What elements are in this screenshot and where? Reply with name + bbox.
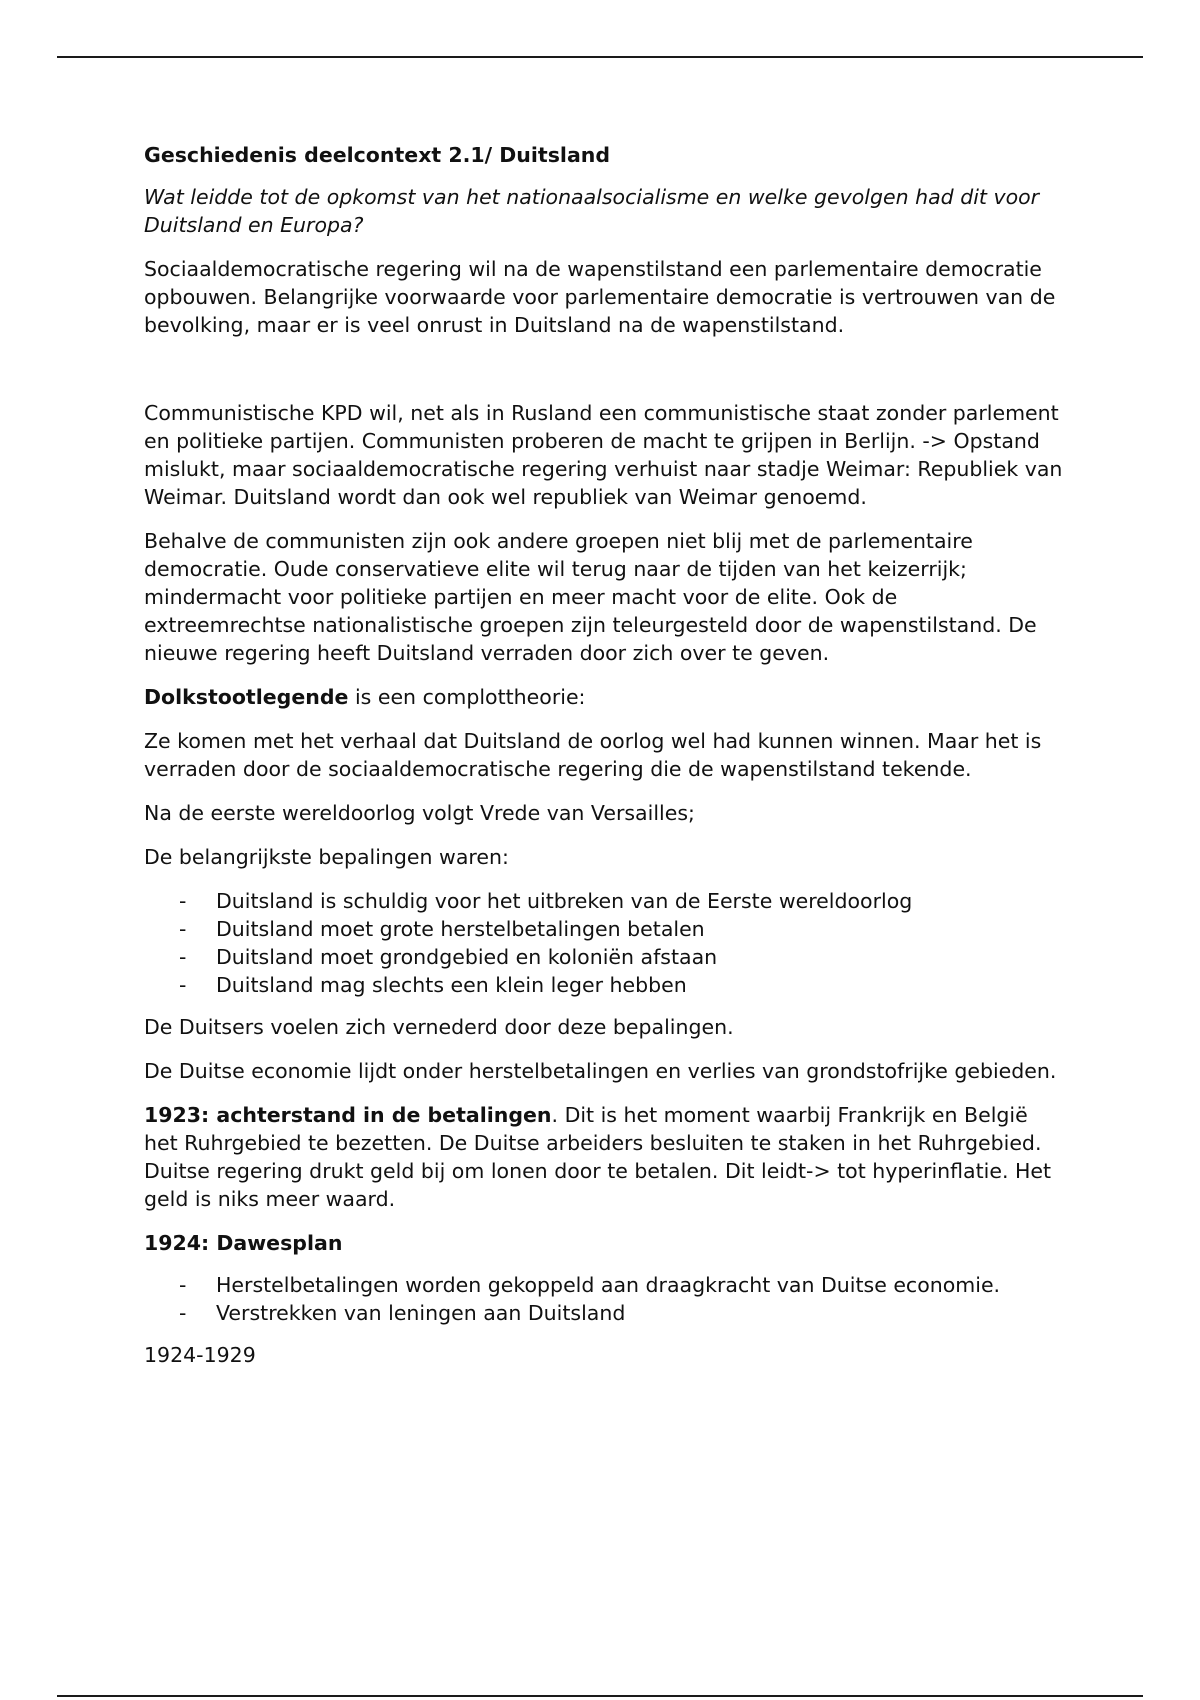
list-item: - Verstrekken van leningen aan Duitsland [216,1299,1064,1327]
list-item: - Duitsland moet grote herstelbetalingen betalen [216,915,1064,943]
list-item: - Herstelbetalingen worden gekoppeld aan draagkracht van Duitse economie. [216,1271,1064,1299]
blank-line [144,355,1064,399]
paragraph-1923 [144,1101,1064,1213]
paragraph-betrayal: Ze komen met het verhaal dat Duitsland de oorlog wel had kunnen winnen. Maar het is verraden door de sociaaldemocratische regering die de wapenstilstand tekende. [144,729,1042,781]
header-rule [57,56,1143,58]
period-1924-1929: 1924-1929 [144,1343,256,1367]
list-item: - Duitsland mag slechts een klein leger hebben [216,971,1064,999]
dolkstoot-term: Dolkstootlegende [144,685,349,709]
heading-1924-dawesplan: 1924: Dawesplan [144,1231,343,1255]
paragraph-parliamentary-democracy: Sociaaldemocratische regering wil na de wapenstilstand een parlementaire democratie opbouwen. Belangrijke voorwaarde voor parlementaire democratie is vertrouwen van de bevolking, maar er is veel onrust in Duitsland na de wapenstilstand. [144,257,1056,337]
paragraph-humiliation: De Duitsers voelen zich vernederd door deze bepalingen. [144,1015,734,1039]
paragraph-economy: De Duitse economie lijdt onder herstelbetalingen en verlies van grondstofrijke gebieden. [144,1059,1057,1083]
paragraph-versailles: Na de eerste wereldoorlog volgt Vrede van Versailles; [144,801,695,825]
document-title: Geschiedenis deelcontext 2.1/ Duitsland [144,143,611,167]
heading-1923: 1923: achterstand in de betalingen [144,1103,552,1127]
list-item: - Duitsland moet grondgebied en koloniën afstaan [216,943,1064,971]
central-question: Wat leidde tot de opkomst van het nationaalsocialisme en welke gevolgen had dit voor Duitsland en Europa? [144,185,1040,237]
list-item: - Duitsland is schuldig voor het uitbreken van de Eerste wereldoorlog [216,887,1064,915]
paragraph-bepalingen-intro: De belangrijkste bepalingen waren: [144,845,509,869]
dolkstoot-rest: is een complottheorie: [348,685,586,709]
dawes-list [144,1271,1064,1327]
paragraph-dolkstoot [144,683,1064,711]
paragraph-opponents: Behalve de communisten zijn ook andere groepen niet blij met de parlementaire democratie. Oude conservatieve elite wil terug naar de tijden van het keizerrijk; mindermacht voor politieke partijen en meer macht voor de elite. Ook de extreemrechtse nationalistische groepen zijn teleurgesteld door de wapenstilstand. De nieuwe regering heeft Duitsland verraden door zich over te geven. [144,529,1037,665]
footer-rule [57,1695,1143,1697]
document-body [144,141,1064,1385]
bepalingen-list [144,887,1064,999]
text-1923: . Dit is het moment waarbij Frankrijk en België het Ruhrgebied te bezetten. De Duitse arbeiders besluiten te staken in het Ruhrgebied. Duitse regering drukt geld bij om lonen door te betalen. Dit leidt-> tot hyperinflatie. Het geld is niks meer waard. [144,1103,1052,1211]
paragraph-communists: Communistische KPD wil, net als in Rusland een communistische staat zonder parlement en politieke partijen. Communisten proberen de macht te grijpen in Berlijn. -> Opstand mislukt, maar sociaaldemocratische regering verhuist naar stadje Weimar: Republiek van Weimar. Duitsland wordt dan ook wel republiek van Weimar genoemd. [144,401,1063,509]
